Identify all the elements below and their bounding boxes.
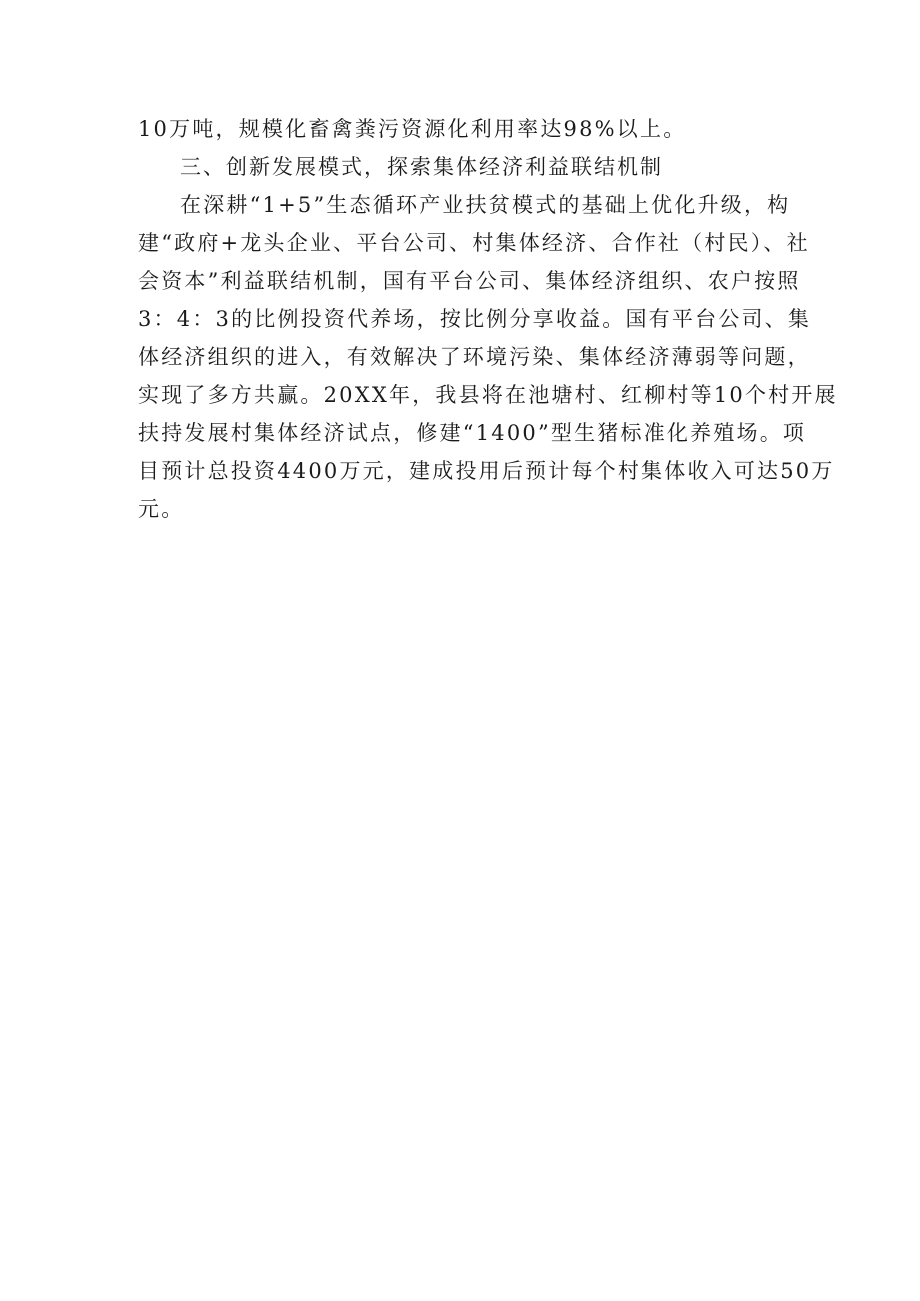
paragraph-line: 扶持发展村集体经济试点，修建“1400”型生猪标准化养殖场。项 bbox=[138, 421, 807, 445]
paragraph-line: 3：4：3的比例投资代养场，按比例分享收益。国有平台公司、集 bbox=[138, 307, 812, 331]
paragraph-line: 建“政府+龙头企业、平台公司、村集体经济、合作社（村民）、社 bbox=[138, 231, 810, 255]
paragraph-line: 在深耕“1+5”生态循环产业扶贫模式的基础上优化升级，构 bbox=[180, 193, 791, 217]
paragraph-line: 元。 bbox=[138, 497, 185, 521]
paragraph-line: 体经济组织的进入，有效解决了环境污染、集体经济薄弱等问题， bbox=[138, 345, 811, 369]
paragraph-continuation-line: 10万吨，规模化畜禽粪污资源化利用率达98%以上。 bbox=[138, 117, 687, 141]
paragraph-line: 会资本”利益联结机制，国有平台公司、集体经济组织、农户按照 bbox=[138, 269, 801, 293]
document-body bbox=[138, 110, 838, 528]
paragraph-line: 实现了多方共赢。20XX年，我县将在池塘村、红柳村等10个村开展 bbox=[138, 383, 838, 407]
paragraph-line: 目预计总投资4400万元，建成投用后预计每个村集体收入可达50万 bbox=[138, 459, 835, 483]
section-heading: 三、创新发展模式，探索集体经济利益联结机制 bbox=[180, 155, 663, 179]
